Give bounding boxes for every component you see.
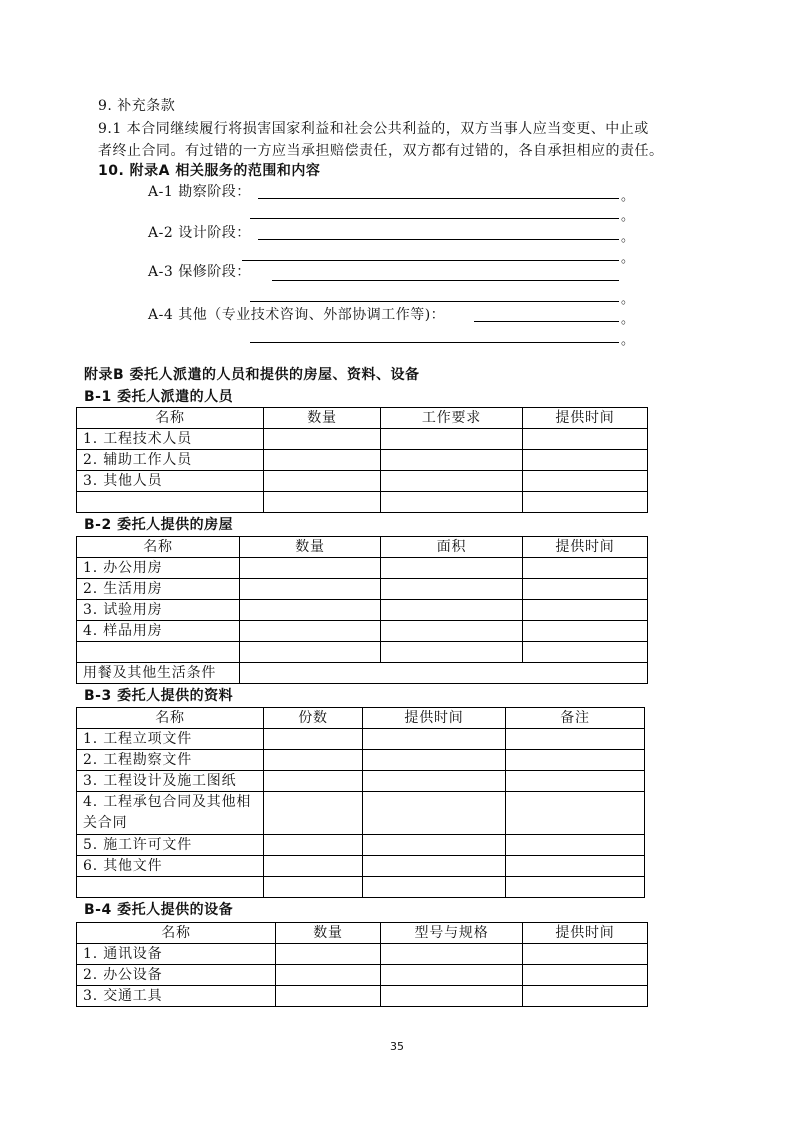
row-label: 5. 施工许可文件 [77, 835, 264, 856]
table-cell [506, 771, 645, 792]
end-mark: 。 [621, 189, 635, 204]
row-label: 1. 工程技术人员 [77, 429, 264, 450]
table-cell [264, 835, 363, 856]
table-cell [363, 729, 506, 750]
fill-line [258, 239, 619, 240]
end-mark: 。 [621, 292, 635, 307]
row-label: 4. 样品用房 [77, 621, 240, 642]
table-cell [240, 642, 381, 663]
table-cell [523, 600, 648, 621]
appendix-a-item-1: A-1 勘察阶段： [148, 184, 251, 200]
b1-table [76, 407, 648, 513]
header-cell: 数量 [240, 537, 381, 558]
table-cell [381, 579, 523, 600]
table-row [77, 771, 645, 792]
header-cell: 面积 [381, 537, 523, 558]
table-cell [381, 471, 523, 492]
row-label: 3. 其他人员 [77, 471, 264, 492]
fill-line [258, 198, 619, 199]
b2-table [76, 536, 648, 684]
row-label: 1. 办公用房 [77, 558, 240, 579]
end-mark: 。 [621, 333, 635, 348]
fill-line [250, 218, 619, 219]
row-label [77, 877, 264, 898]
table-header-row [77, 708, 645, 729]
header-cell: 提供时间 [523, 923, 648, 944]
table-cell [523, 621, 648, 642]
header-cell: 备注 [506, 708, 645, 729]
table-cell [363, 835, 506, 856]
table-cell [506, 792, 645, 835]
row-label: 1. 通讯设备 [77, 944, 276, 965]
table-cell [240, 558, 381, 579]
table-cell [276, 944, 381, 965]
table-cell [523, 944, 648, 965]
table-row [77, 471, 648, 492]
table-row [77, 600, 648, 621]
appendix-a-item-4: A-4 其他（专业技术咨询、外部协调工作等)： [148, 307, 446, 323]
table-cell [381, 986, 523, 1007]
header-cell: 名称 [77, 408, 264, 429]
table-cell [363, 856, 506, 877]
appendix-a-item-2: A-2 设计阶段： [148, 225, 251, 241]
header-cell: 型号与规格 [381, 923, 523, 944]
table-row [77, 579, 648, 600]
table-cell [240, 600, 381, 621]
end-mark: 。 [621, 251, 635, 266]
table-cell [264, 429, 381, 450]
table-cell [264, 771, 363, 792]
row-label: 3. 工程设计及施工图纸 [77, 771, 264, 792]
section-9-line-1: 9.1 本合同继续履行将损害国家利益和社会公共利益的，双方当事人应当变更、中止或 [98, 121, 649, 137]
table-cell [506, 856, 645, 877]
table-cell [523, 558, 648, 579]
table-row [77, 492, 648, 513]
table-cell [363, 750, 506, 771]
section-9-line-2: 者终止合同。有过错的一方应当承担赔偿责任，双方都有过错的，各自承担相应的责任。 [98, 143, 664, 159]
header-cell: 名称 [77, 708, 264, 729]
row-label [77, 492, 264, 513]
table-cell [523, 965, 648, 986]
table-cell [506, 750, 645, 771]
b4-table [76, 922, 648, 1007]
b1-title: B-1 委托人派遣的人员 [84, 389, 234, 405]
table-cell [381, 965, 523, 986]
table-cell [506, 877, 645, 898]
table-cell [240, 579, 381, 600]
table-cell [264, 856, 363, 877]
table-row [77, 750, 645, 771]
table-cell [523, 450, 648, 471]
table-row [77, 877, 645, 898]
row-label: 3. 试验用房 [77, 600, 240, 621]
table-cell [523, 986, 648, 1007]
table-cell [264, 471, 381, 492]
row-label: 2. 工程勘察文件 [77, 750, 264, 771]
table-cell [506, 835, 645, 856]
table-cell [523, 492, 648, 513]
table-cell [363, 792, 506, 835]
table-cell [381, 944, 523, 965]
table-row [77, 429, 648, 450]
fill-line [474, 321, 619, 322]
table-cell [264, 729, 363, 750]
header-cell: 名称 [77, 537, 240, 558]
end-mark: 。 [621, 312, 635, 327]
appendix-a-heading: 10. 附录A 相关服务的范围和内容 [98, 163, 321, 179]
table-cell [264, 450, 381, 471]
b2-title: B-2 委托人提供的房屋 [84, 517, 234, 533]
header-cell: 提供时间 [523, 408, 648, 429]
row-label: 6. 其他文件 [77, 856, 264, 877]
table-cell [276, 986, 381, 1007]
header-cell: 份数 [264, 708, 363, 729]
table-cell [523, 429, 648, 450]
table-cell [381, 492, 523, 513]
section-9-heading: 9. 补充条款 [98, 98, 176, 114]
table-cell [363, 771, 506, 792]
row-label [77, 642, 240, 663]
table-cell [264, 750, 363, 771]
table-cell [381, 429, 523, 450]
table-cell [506, 729, 645, 750]
table-cell [264, 492, 381, 513]
fill-line [250, 301, 619, 302]
row-label: 3. 交通工具 [77, 986, 276, 1007]
table-header-row [77, 408, 648, 429]
header-cell: 数量 [276, 923, 381, 944]
table-cell [276, 965, 381, 986]
end-mark: 。 [621, 230, 635, 245]
table-cell [264, 877, 363, 898]
header-cell: 提供时间 [523, 537, 648, 558]
table-row [77, 986, 648, 1007]
table-row [77, 835, 645, 856]
fill-line [242, 260, 619, 261]
table-row [77, 558, 648, 579]
appendix-a-item-3: A-3 保修阶段： [148, 264, 251, 280]
fill-line [250, 342, 619, 343]
header-cell: 数量 [264, 408, 381, 429]
row-label: 4. 工程承包合同及其他相关合同 [77, 792, 264, 835]
appendix-b-heading: 附录B 委托人派遣的人员和提供的房屋、资料、设备 [84, 367, 420, 383]
table-cell [363, 877, 506, 898]
table-cell [523, 642, 648, 663]
table-cell [381, 621, 523, 642]
row-label: 2. 辅助工作人员 [77, 450, 264, 471]
table-row [77, 792, 645, 835]
table-cell [381, 450, 523, 471]
end-mark: 。 [621, 209, 635, 224]
fill-line [272, 280, 619, 281]
table-row [77, 642, 648, 663]
row-label: 2. 办公设备 [77, 965, 276, 986]
table-footer-row [77, 663, 648, 684]
b3-title: B-3 委托人提供的资料 [84, 688, 234, 704]
table-header-row [77, 923, 648, 944]
table-cell [381, 600, 523, 621]
table-header-row [77, 537, 648, 558]
header-cell: 工作要求 [381, 408, 523, 429]
table-cell [381, 642, 523, 663]
row-label: 2. 生活用房 [77, 579, 240, 600]
table-cell [264, 792, 363, 835]
table-row [77, 856, 645, 877]
table-cell [240, 621, 381, 642]
b4-title: B-4 委托人提供的设备 [84, 902, 234, 918]
page-number: 35 [390, 1040, 404, 1053]
table-row [77, 944, 648, 965]
table-cell [523, 579, 648, 600]
table-cell [523, 471, 648, 492]
table-row [77, 450, 648, 471]
table-row [77, 621, 648, 642]
table-row [77, 965, 648, 986]
row-label: 1. 工程立项文件 [77, 729, 264, 750]
header-cell: 名称 [77, 923, 276, 944]
header-cell: 提供时间 [363, 708, 506, 729]
row-label: 用餐及其他生活条件 [77, 663, 240, 684]
table-cell [381, 558, 523, 579]
table-row [77, 729, 645, 750]
table-cell [240, 663, 648, 684]
b3-table [76, 707, 645, 898]
